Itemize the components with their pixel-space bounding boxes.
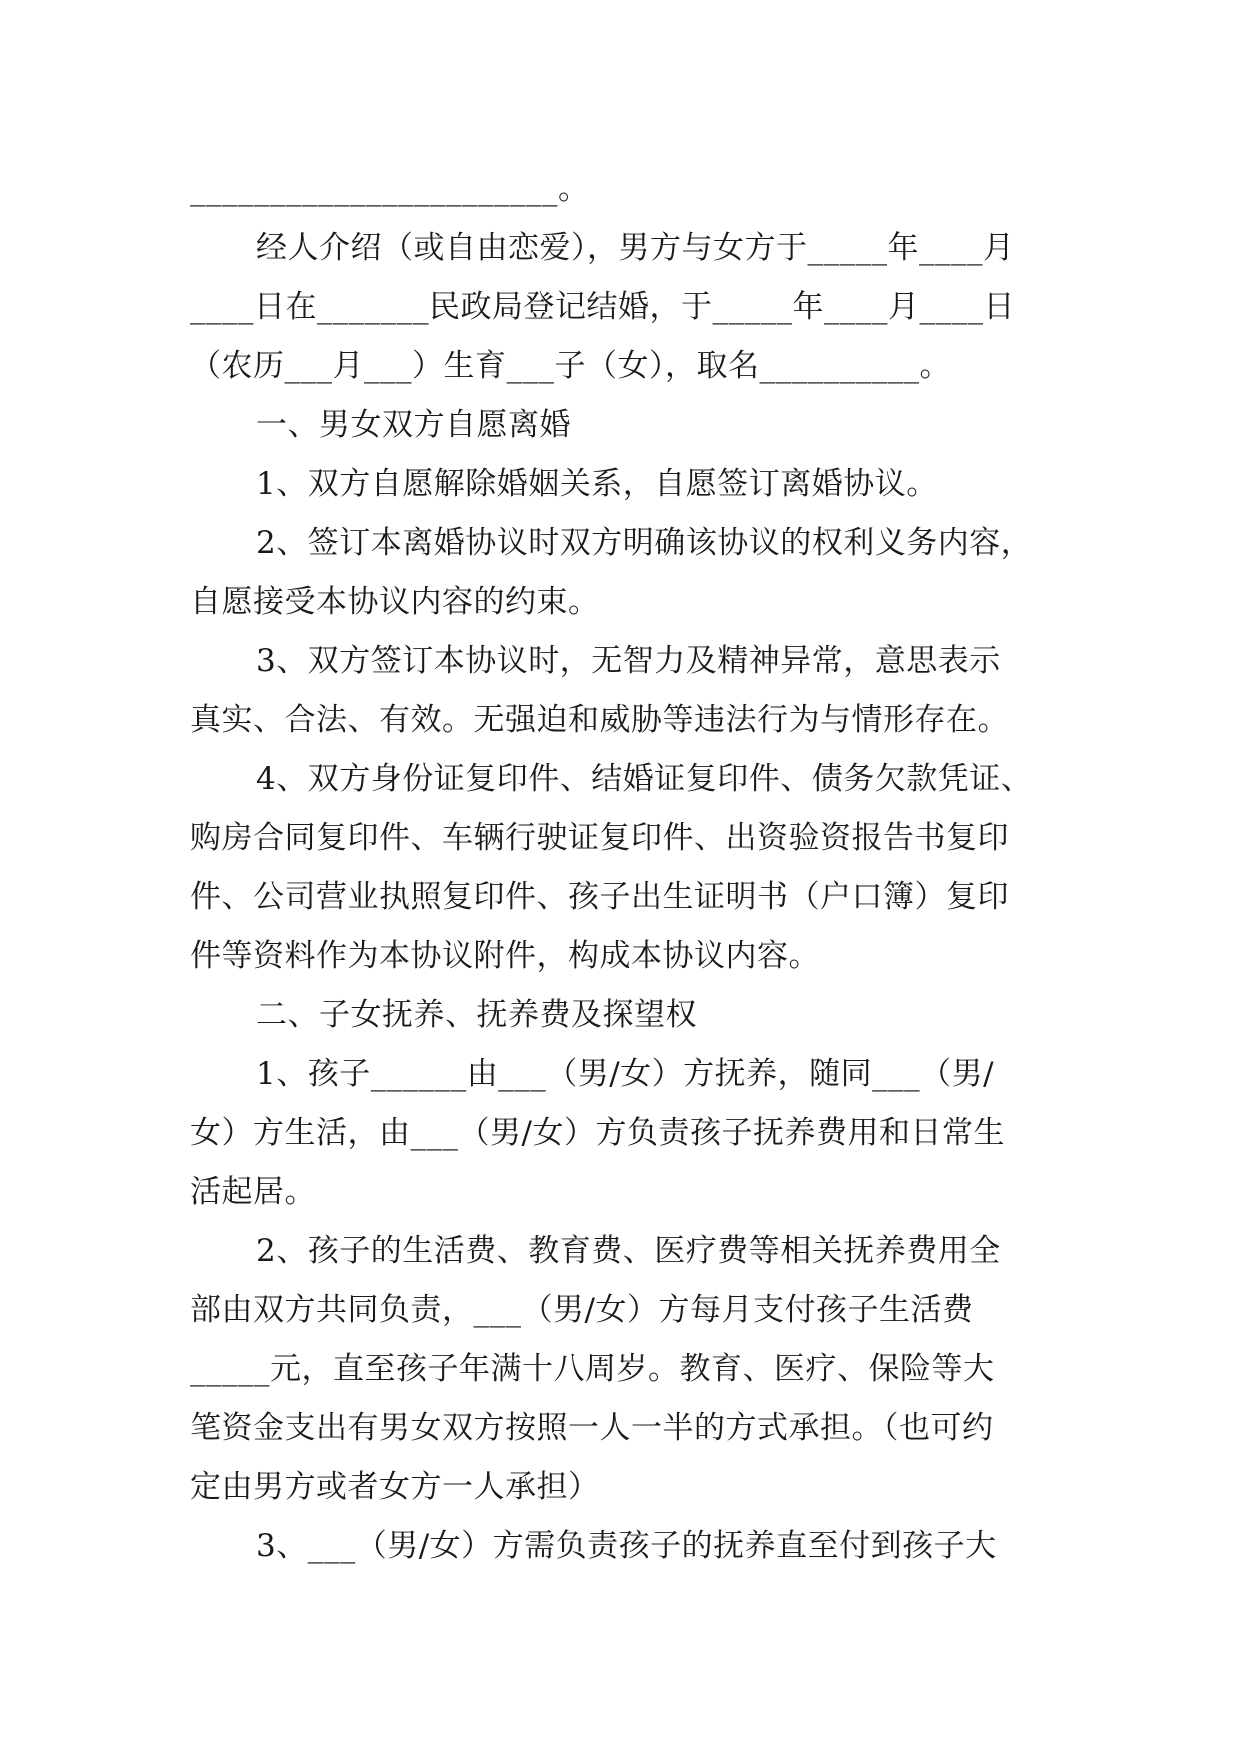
text-line: 经人介绍（或自由恋爱），男方与女方于_____年____月 [256,230,1015,266]
text-line: 3、___（男/女）方需负责孩子的抚养直至付到孩子大 [256,1528,997,1564]
text-line: 1、双方自愿解除婚姻关系，自愿签订离婚协议。 [256,466,938,502]
text-line: 真实、合法、有效。无强迫和威胁等违法行为与情形存在。 [190,702,1009,738]
text-line: 女）方生活，由___（男/女）方负责孩子抚养费用和日常生 [190,1115,1005,1151]
text-line: 笔资金支出有男女双方按照一人一半的方式承担。（也可约 [190,1410,994,1446]
text-line: 购房合同复印件、车辆行驶证复印件、出资验资报告书复印 [190,820,1009,856]
text-line: 二、子女抚养、抚养费及探望权 [256,997,697,1033]
text-line: _______________________。 [190,171,590,207]
text-line: 定由男方或者女方一人承担） [190,1469,600,1505]
text-line: 活起居。 [190,1174,316,1210]
text-line: 部由双方共同负责，___（男/女）方每月支付孩子生活费 [190,1292,974,1328]
text-line: 2、签订本离婚协议时双方明确该协议的权利义务内容， [256,525,1033,561]
text-line: _____元，直至孩子年满十八周岁。教育、医疗、保险等大 [190,1351,995,1387]
text-line: （农历___月___）生育___子（女），取名__________。 [190,348,951,384]
text-line: 件等资料作为本协议附件，构成本协议内容。 [190,938,820,974]
text-line: 件、公司营业执照复印件、孩子出生证明书（户口簿）复印 [190,879,1009,915]
text-line: 2、孩子的生活费、教育费、医疗费等相关抚养费用全 [256,1233,1001,1269]
text-line: 一、男女双方自愿离婚 [256,407,571,443]
text-line: 3、双方签订本协议时，无智力及精神异常，意思表示 [256,643,1001,679]
document-page [190,160,1070,1576]
text-line: ____日在_______民政局登记结婚，于_____年____月____日 [190,289,1015,325]
text-line: 1、孩子______由___（男/女）方抚养，随同___（男/ [256,1056,995,1092]
text-line: 4、双方身份证复印件、结婚证复印件、债务欠款凭证、 [256,761,1033,797]
text-line: 自愿接受本协议内容的约束。 [190,584,600,620]
